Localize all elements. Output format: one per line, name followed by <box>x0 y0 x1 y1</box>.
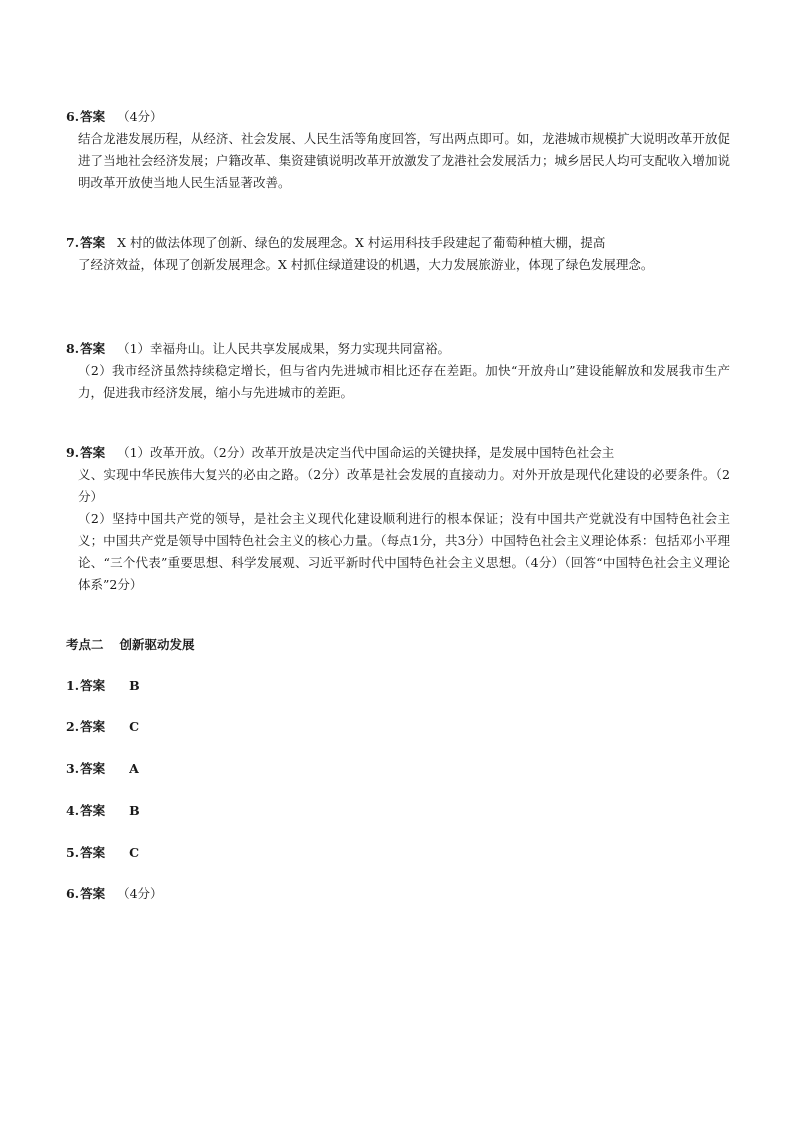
answer-value: B <box>129 803 140 818</box>
answer-item <box>66 800 730 822</box>
answer-item <box>66 842 730 864</box>
answer-label: 答案 <box>80 886 106 901</box>
answer-head-text: （1）幸福舟山。让人民共享发展成果，努力实现共同富裕。 <box>117 341 451 356</box>
answer-body <box>66 254 730 276</box>
answer-label: 答案 <box>80 109 106 124</box>
answer-number: 1. <box>66 678 80 693</box>
answer-body <box>66 128 730 194</box>
answer-head <box>66 338 730 360</box>
answer-paragraph: （2）坚持中国共产党的领导，是社会主义现代化建设顺利进行的根本保证；没有中国共产党就没有中国特色社会主义；中国共产党是领导中国特色社会主义的核心力量。（每点1分，共3分）中国特色社会主义理论体系：包括邓小平理论、“三个代表”重要思想、科学发展观、习近平新时代中国特色社会主义思想。（4分）（回答“中国特色社会主义理论体系”2分） <box>78 511 730 592</box>
answer-head-text: （1）改革开放。（2分）改革开放是决定当代中国命运的关键抉择，是发展中国特色社会主 <box>117 445 615 460</box>
section-name: 创新驱动发展 <box>119 637 195 652</box>
answer-item-8 <box>66 338 730 404</box>
answer-value: （4分） <box>117 886 163 901</box>
answer-label: 答案 <box>80 445 106 460</box>
answer-number: 3. <box>66 761 80 776</box>
answer-value: C <box>129 845 140 860</box>
answer-head <box>66 442 730 464</box>
answer-number: 2. <box>66 719 80 734</box>
answer-item-6 <box>66 106 730 194</box>
answer-body <box>66 464 730 596</box>
answer-number: 8. <box>66 341 80 356</box>
answer-paragraph: 结合龙港发展历程，从经济、社会发展、人民生活等角度回答，写出两点即可。如，龙港城市规模扩大说明改革开放促进了当地社会经济发展；户籍改革、集资建镇说明改革开放激发了龙港社会发展活力；城乡居民人均可支配收入增加说明改革开放使当地人民生活显著改善。 <box>78 131 730 190</box>
answer-item <box>66 675 730 697</box>
answer-paragraph: 了经济效益，体现了创新发展理念。X 村抓住绿道建设的机遇，大力发展旅游业，体现了绿色发展理念。 <box>78 257 654 272</box>
answer-paragraph: （2）我市经济虽然持续稳定增长，但与省内先进城市相比还存在差距。加快“开放舟山”建设能解放和发展我市生产力，促进我市经济发展，缩小与先进城市的差距。 <box>78 363 730 400</box>
section-title <box>66 634 195 656</box>
answer-number: 7. <box>66 235 80 250</box>
answer-label: 答案 <box>80 761 106 776</box>
answer-label: 答案 <box>80 803 106 818</box>
answer-number: 9. <box>66 445 80 460</box>
answer-item-9 <box>66 442 730 596</box>
answer-label: 答案 <box>80 678 106 693</box>
answer-number: 4. <box>66 803 80 818</box>
answer-value: A <box>129 761 139 776</box>
answer-number: 6. <box>66 886 80 901</box>
answer-item <box>66 883 730 905</box>
answer-label: 答案 <box>80 719 106 734</box>
answer-value: B <box>129 678 140 693</box>
answer-item-7 <box>66 232 730 276</box>
section-prefix: 考点二 <box>66 637 104 652</box>
answer-item <box>66 716 730 738</box>
answer-number: 5. <box>66 845 80 860</box>
answer-value: C <box>129 719 140 734</box>
answer-label: 答案 <box>80 341 106 356</box>
answer-label: 答案 <box>80 845 106 860</box>
answer-head <box>66 232 730 254</box>
answer-label: 答案 <box>80 235 106 250</box>
answer-head-text: （4分） <box>117 109 163 124</box>
answer-paragraph: 义、实现中华民族伟大复兴的必由之路。（2分）改革是社会发展的直接动力。对外开放是现代化建设的必要条件。（2分） <box>78 467 730 504</box>
answer-item <box>66 758 730 780</box>
answer-number: 6. <box>66 109 80 124</box>
answer-head <box>66 106 730 128</box>
answer-body <box>66 360 730 404</box>
answer-head-text: X 村的做法体现了创新、绿色的发展理念。X 村运用科技手段建起了葡萄种植大棚，提高 <box>117 235 606 250</box>
